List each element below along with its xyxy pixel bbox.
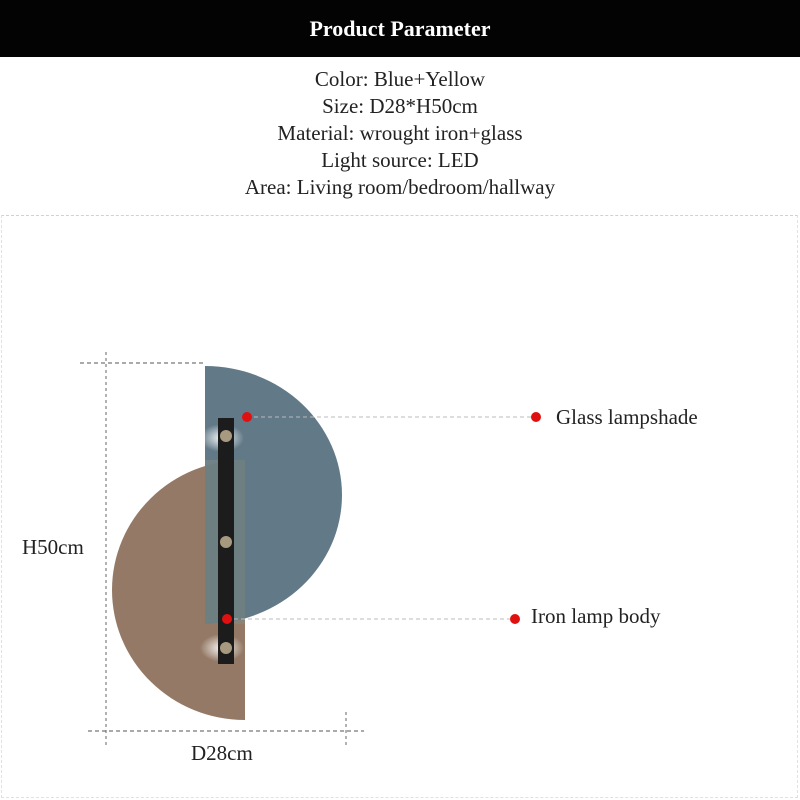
marker-dot-shade-start bbox=[242, 412, 252, 422]
width-label: D28cm bbox=[191, 741, 253, 765]
spec-area: Area: Living room/bedroom/hallway bbox=[244, 175, 556, 199]
mount-screw-bottom bbox=[220, 642, 232, 654]
spec-material: Material: wrought iron+glass bbox=[277, 121, 523, 145]
height-label: H50cm bbox=[22, 535, 84, 559]
spec-size: Size: D28*H50cm bbox=[322, 94, 478, 118]
callout-iron-lamp-body: Iron lamp body bbox=[531, 604, 661, 628]
mount-screw-middle bbox=[220, 536, 232, 548]
marker-dot-body-start bbox=[222, 614, 232, 624]
spec-color: Color: Blue+Yellow bbox=[314, 67, 486, 91]
mount-screw-top bbox=[220, 430, 232, 442]
callout-glass-lampshade: Glass lampshade bbox=[556, 405, 698, 429]
marker-dot-shade-end bbox=[531, 412, 541, 422]
header-title: Product Parameter bbox=[309, 15, 491, 41]
marker-dot-body-end bbox=[510, 614, 520, 624]
spec-light-source: Light source: LED bbox=[321, 148, 479, 172]
